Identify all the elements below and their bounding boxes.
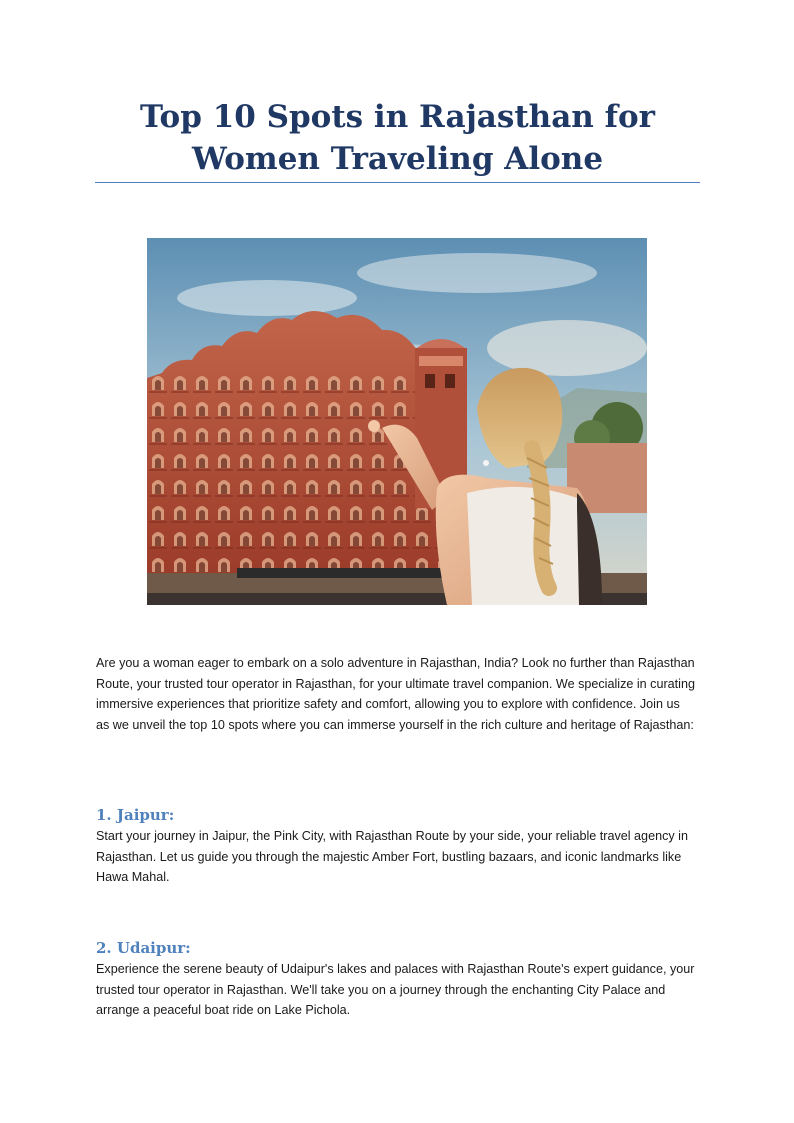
intro-paragraph: Are you a woman eager to embark on a solo adventure in Rajasthan, India? Look no further than Rajasthan Route, your trusted tour operator in Rajasthan, for your ultimate travel companion. We specialize in curating immersive experiences that prioritize safety and comfort, allowing you to explore with confidence. Join us as we unveil the top 10 spots where you can immerse yourself in the rich culture and heritage of Rajasthan: — [96, 656, 695, 732]
title-line-2: Women Traveling Alone — [191, 141, 604, 177]
section-body-udaipur: Experience the serene beauty of Udaipur's lakes and palaces with Rajasthan Route's expert guidance, your trusted tour operator in Rajasthan. We'll take you on a journey through the enchanting City Palace and arrange a peaceful boat ride on Lake Pichola. — [96, 962, 695, 1018]
title-underline — [95, 182, 700, 183]
section-body-jaipur: Start your journey in Jaipur, the Pink City, with Rajasthan Route by your side, your reliable travel agency in Rajasthan. Let us guide you through the majestic Amber Fort, bustling bazaars, and iconic landmarks like Hawa Mahal. — [96, 829, 688, 885]
title-line-1: Top 10 Spots in Rajasthan for — [140, 99, 655, 135]
page-title — [95, 96, 700, 180]
section-heading-jaipur: 1. Jaipur: — [96, 806, 175, 824]
hero-image — [147, 238, 647, 605]
section-heading-udaipur: 2. Udaipur: — [96, 939, 191, 957]
